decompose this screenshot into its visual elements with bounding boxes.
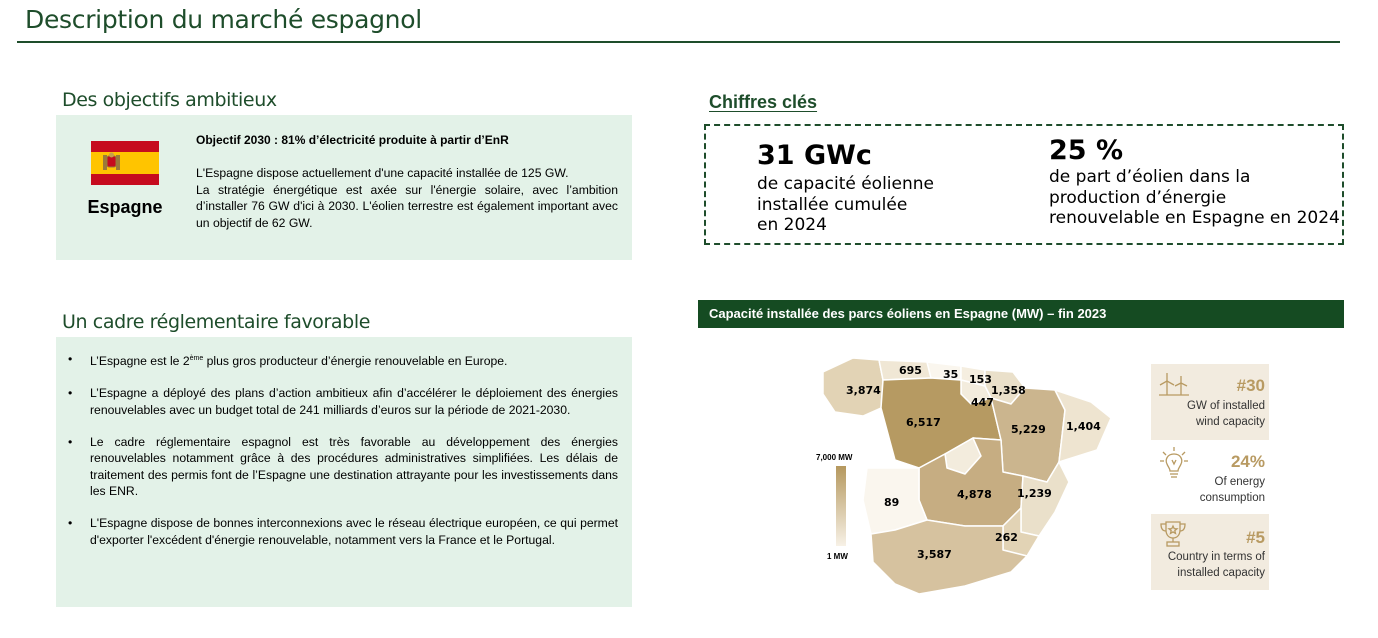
- objectives-title: Des objectifs ambitieux: [62, 89, 277, 111]
- stat-card-consumption: [1151, 442, 1269, 510]
- label-navarra: 1,358: [991, 384, 1026, 397]
- list-item: • L’Espagne a déployé des plans d’action ambitieux afin d’accélérer le déploiement des énergies renouvelables avec un budget total de 241 milliards d’euros sur la période de 2021-2030.: [68, 385, 618, 418]
- lightbulb-icon: [1158, 446, 1190, 482]
- objectives-text: [196, 165, 618, 231]
- stat-value-consumption: 24%: [1230, 452, 1265, 471]
- stat-value-country-rank: #5: [1246, 528, 1265, 547]
- label-catalonia: 1,404: [1066, 420, 1101, 433]
- legend-min-label: 1 MW: [827, 552, 848, 561]
- key-figure-1-text: de capacité éolienne installée cumulée en 2024: [757, 174, 934, 235]
- label-basque: 153: [969, 373, 992, 386]
- objectives-paragraph-1: L'Espagne dispose actuellement d'une capacité installée de 125 GW.: [196, 166, 569, 180]
- label-castilla-mancha: 4,878: [957, 488, 992, 501]
- stat-label-rank: GW of installed wind capacity: [1187, 400, 1265, 428]
- stat-label-country-rank: Country in terms of installed capacity: [1167, 551, 1265, 579]
- stat-label-consumption: Of energy consumption: [1199, 476, 1265, 504]
- label-galicia: 3,874: [846, 384, 881, 397]
- country-label: Espagne: [87, 197, 163, 217]
- regulatory-list: [68, 351, 618, 564]
- stat-value-rank: #30: [1236, 376, 1265, 395]
- label-valencia: 1,239: [1017, 487, 1052, 500]
- label-aragon: 5,229: [1011, 423, 1046, 436]
- objectives-paragraph-2: La stratégie énergétique est axée sur l'énergie solaire, avec l’ambition d’installer 76 GW d'ici à 2030. L'éolien terrestre est également important avec un objectif de 62 GW.: [196, 182, 618, 230]
- page-title: Description du marché espagnol: [25, 5, 422, 34]
- legend-gradient-bar: [836, 466, 846, 546]
- map-title: Capacité installée des parcs éoliens en Espagne (MW) – fin 2023: [698, 300, 1344, 328]
- label-andalusia: 3,587: [917, 548, 952, 561]
- label-asturias: 695: [899, 364, 922, 377]
- key-figure-1-value: 31 GWc: [757, 140, 872, 171]
- spain-flag-icon: [91, 141, 159, 185]
- trophy-icon: [1158, 520, 1188, 548]
- label-cantabria: 35: [943, 368, 959, 381]
- regulatory-title: Un cadre réglementaire favorable: [62, 311, 370, 333]
- list-item: • L'Espagne dispose de bonnes interconnexions avec le réseau électrique européen, ce qui permet d'exporter l'excédent d'énergie renouvelable, notamment vers la France et le Portugal.: [68, 515, 618, 548]
- legend-max-label: 7,000 MW: [816, 453, 853, 462]
- label-murcia: 262: [995, 531, 1018, 544]
- list-item: • L’Espagne est le 2ème plus gros producteur d’énergie renouvelable en Europe.: [68, 351, 618, 370]
- stat-card-country-rank: [1151, 514, 1269, 590]
- title-divider: [17, 41, 1340, 43]
- stat-card-rank: [1151, 364, 1269, 440]
- key-figure-2-value: 25 %: [1049, 135, 1124, 166]
- key-figure-2-text: de part d’éolien dans la production d’énergie renouvelable en Espagne en 2024: [1049, 167, 1340, 228]
- label-rioja: 447: [971, 396, 994, 409]
- key-figures-title: Chiffres clés: [709, 92, 818, 112]
- spain-wind-map: [815, 350, 1145, 600]
- objective-headline: Objectif 2030 : 81% d’électricité produite à partir d’EnR: [196, 133, 509, 147]
- wind-turbine-icon: [1158, 371, 1190, 397]
- label-castilla-leon: 6,517: [906, 416, 941, 429]
- list-item: • Le cadre réglementaire espagnol est très favorable au développement des énergies renouvelables notamment grâce à des procédures administratives simplifiées. Les délais de traitement des permis font de l’Espagne une destination attrayante pour les investissements dans les ENR.: [68, 434, 618, 500]
- label-extremadura: 89: [884, 496, 900, 509]
